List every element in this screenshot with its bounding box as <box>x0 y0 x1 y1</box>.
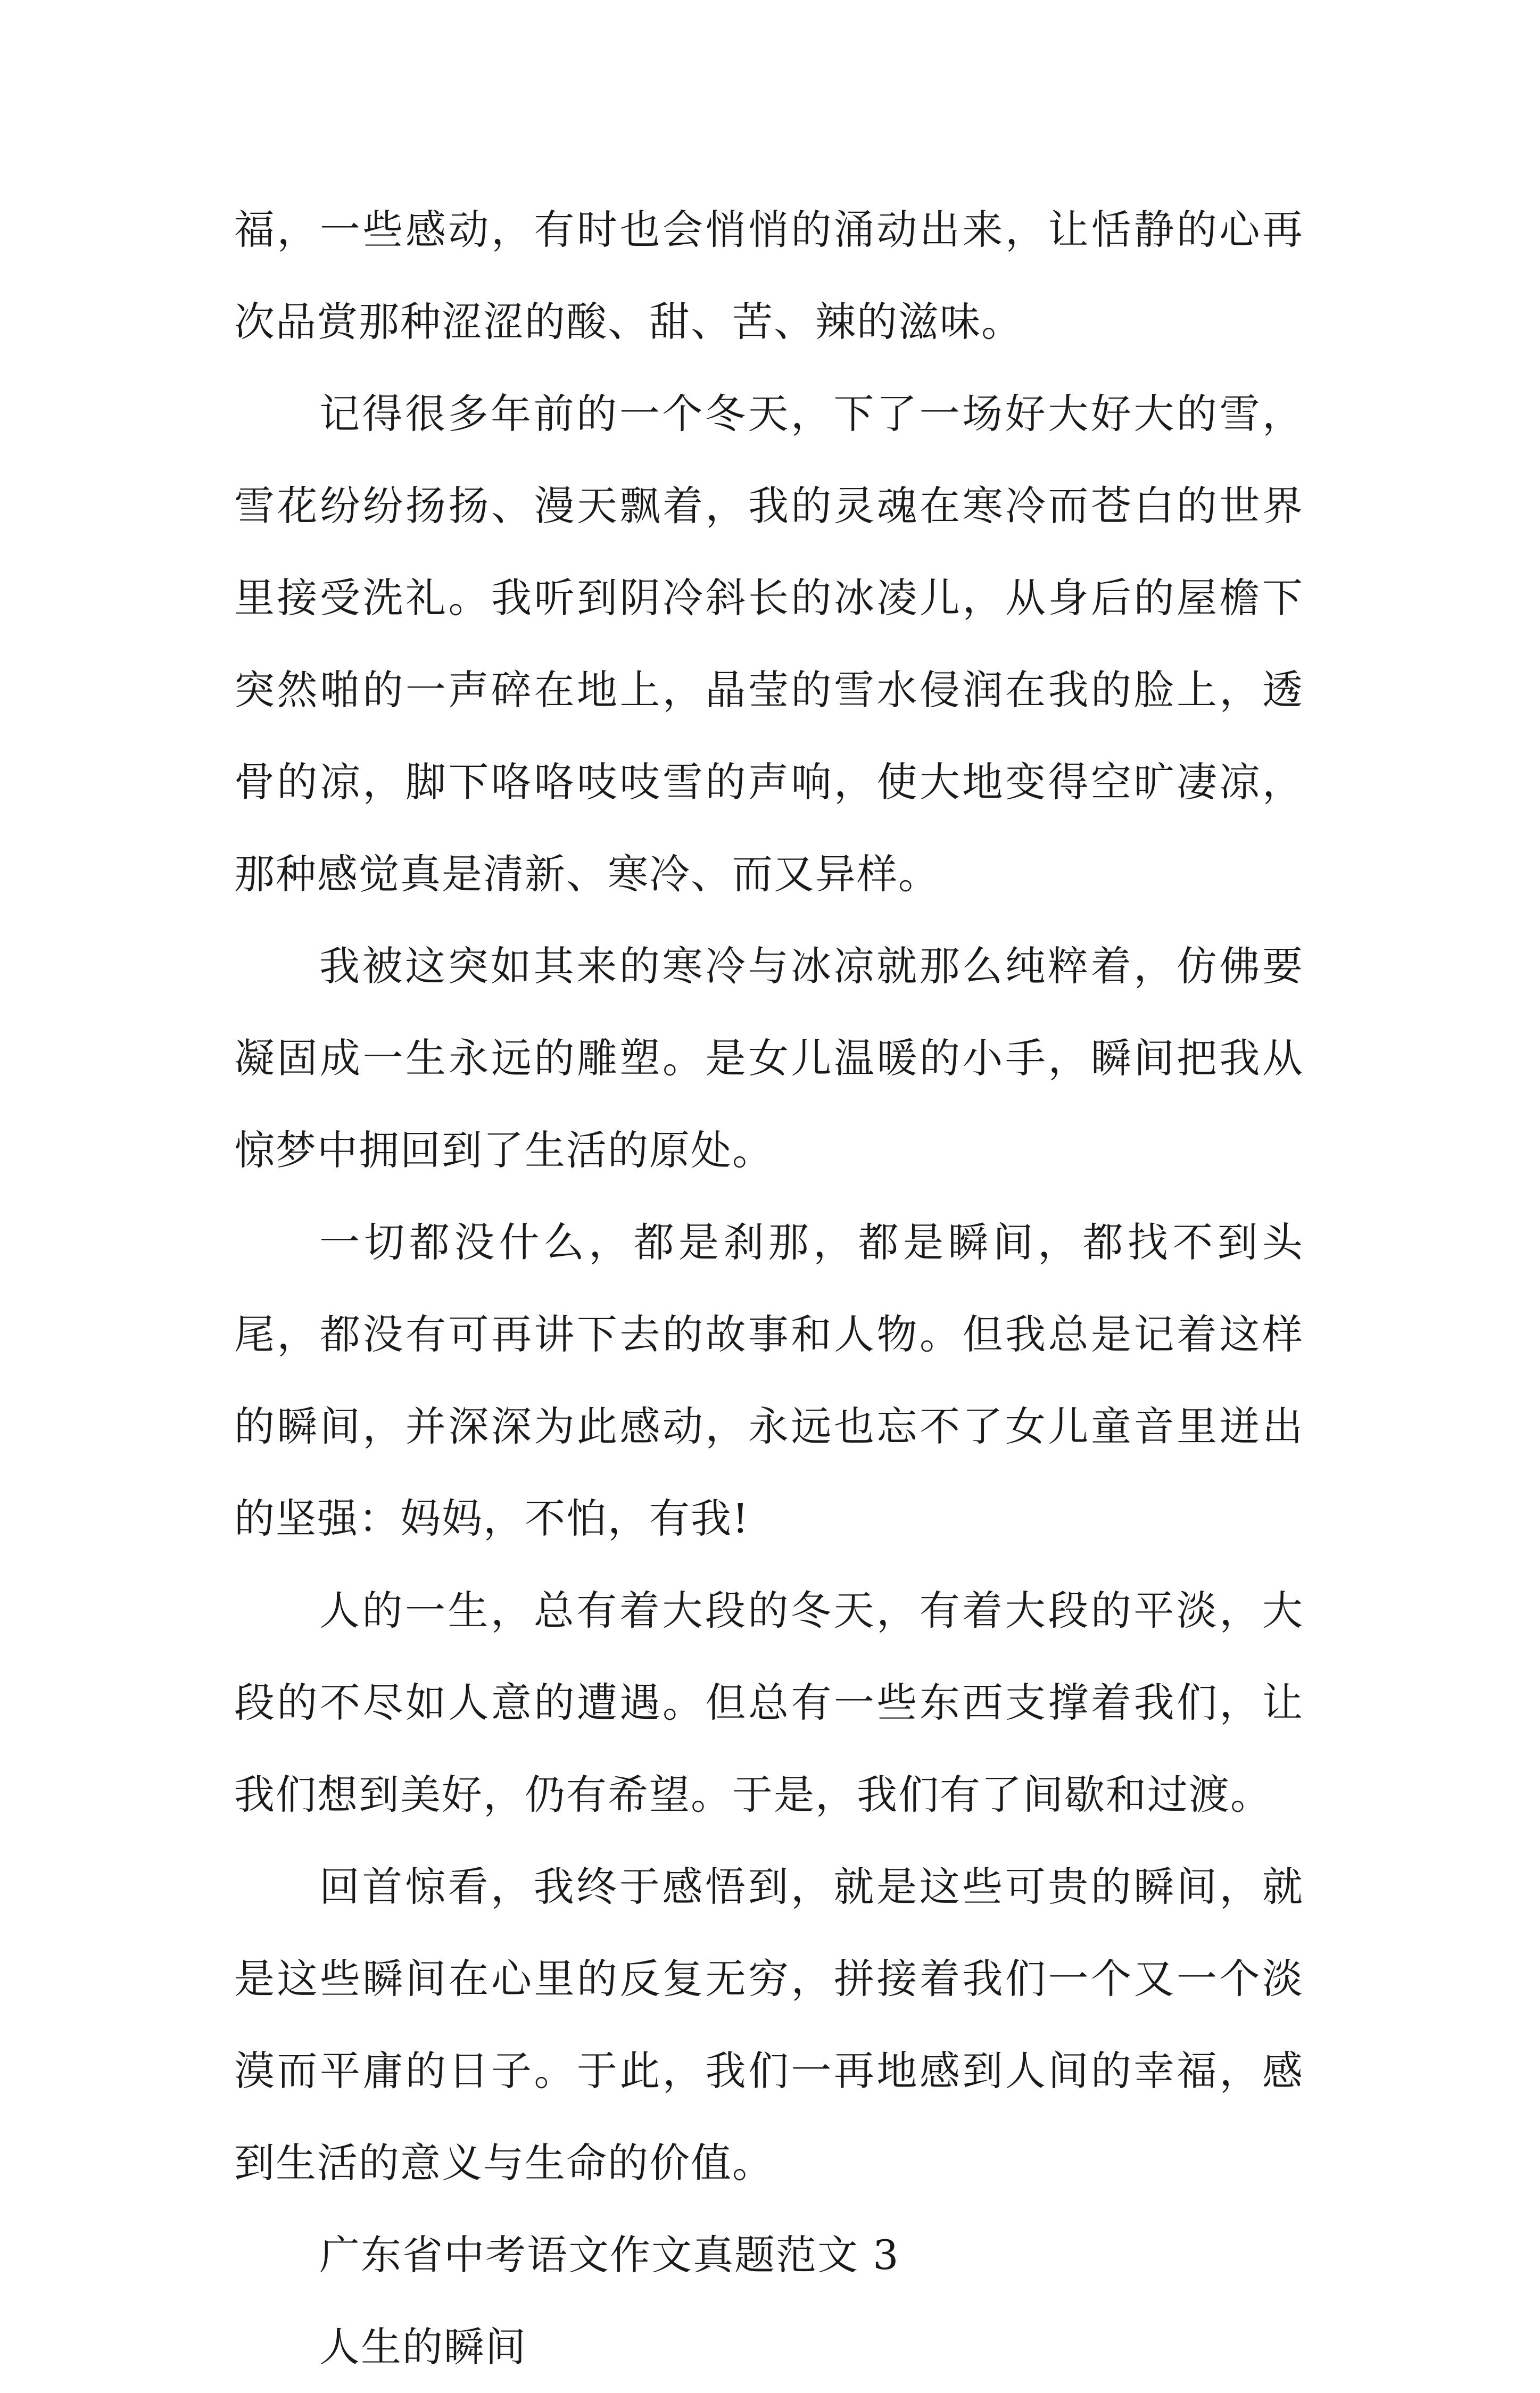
paragraph-moments: 一切都没什么，都是刹那，都是瞬间，都找不到头尾，都没有可再讲下去的故事和人物。但我总是记着这样的瞬间，并深深为此感动，永远也忘不了女儿童音里迸出的坚强：妈妈，不怕，有我! <box>234 1219 1304 1542</box>
paragraph-reflection: 回首惊看，我终于感悟到，就是这些可贵的瞬间，就是这些瞬间在心里的反复无穷，拼接着我们一个又一个淡漠而平庸的日子。于此，我们一再地感到人间的幸福，感到生活的意义与生命的价值。 <box>234 1863 1304 2187</box>
paragraph-winter-snow: 记得很多年前的一个冬天，下了一场好大好大的雪，雪花纷纷扬扬、漫天飘着，我的灵魂在寒冷而苍白的世界里接受洗礼。我听到阴冷斜长的冰凌儿，从身后的屋檐下突然啪的一声碎在地上，晶莹的雪水侵润在我的脸上，透骨的凉，脚下咯咯吱吱雪的声响，使大地变得空旷凄凉，那种感觉真是清新、寒冷、而又异样。 <box>234 390 1304 898</box>
paragraph-life-winter: 人的一生，总有着大段的冬天，有着大段的平淡，大段的不尽如人意的遭遇。但总有一些东西支撑着我们，让我们想到美好，仍有希望。于是，我们有了间歇和过渡。 <box>234 1587 1304 1818</box>
paragraph-daughter-hand: 我被这突如其来的寒冷与冰凉就那么纯粹着，仿佛要凝固成一生永远的雕塑。是女儿温暖的小手，瞬间把我从惊梦中拥回到了生活的原处。 <box>234 942 1304 1174</box>
essay-body <box>234 184 1304 2393</box>
essay-title: 人生的瞬间 <box>319 2323 527 2371</box>
paragraph-continued: 福，一些感动，有时也会悄悄的涌动出来，让恬静的心再次品赏那种涩涩的酸、甜、苦、辣的滋味。 <box>234 206 1304 345</box>
section-heading: 广东省中考语文作文真题范文 3 <box>319 2231 900 2279</box>
